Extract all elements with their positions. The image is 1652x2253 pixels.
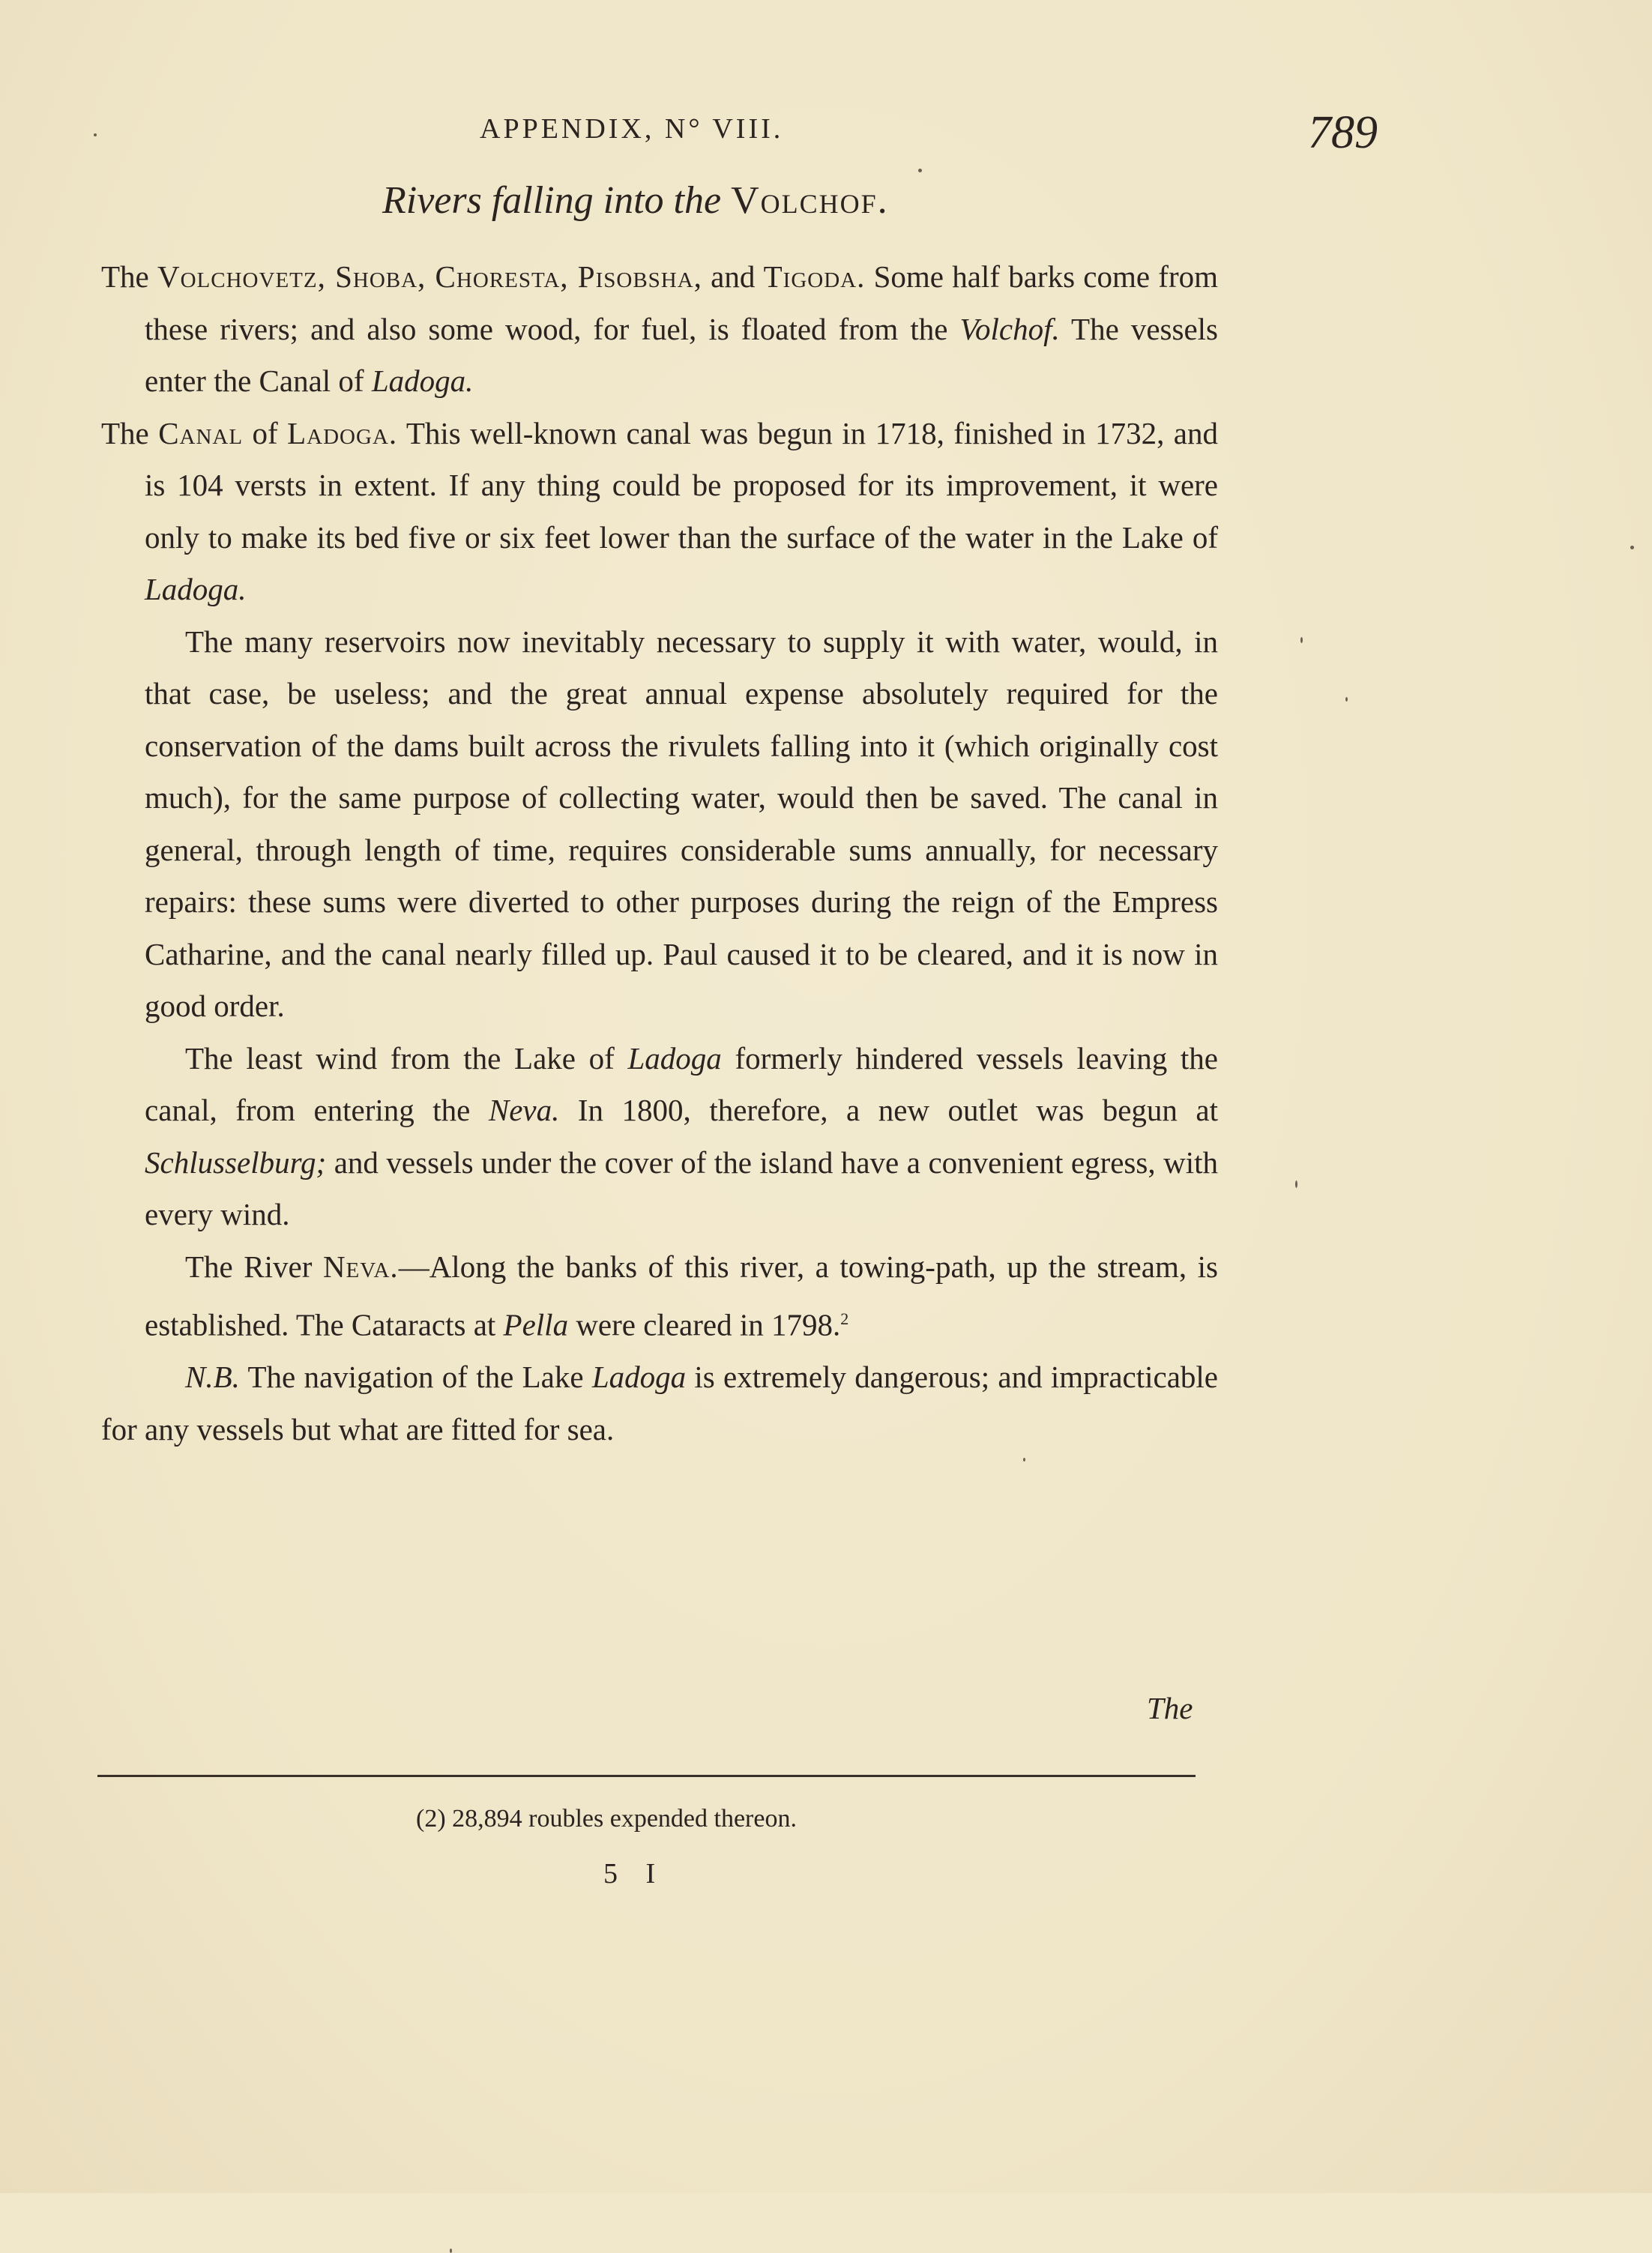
paper-speck bbox=[1295, 1180, 1297, 1188]
section-title bbox=[382, 178, 889, 223]
text-run: In 1800, therefore, a new outlet was begun at bbox=[559, 1093, 1218, 1127]
text-run: The bbox=[101, 259, 157, 294]
river-name-tigoda: Tigoda. bbox=[763, 259, 866, 294]
paragraph-reservoirs bbox=[101, 616, 1218, 1033]
place-schlusselburg: Schlusselburg; bbox=[145, 1144, 327, 1180]
footnote-rule bbox=[97, 1775, 1196, 1777]
river-names: Volchovetz, Shoba, Choresta, Pisobsha, bbox=[157, 259, 702, 294]
page-number: 789 bbox=[1308, 107, 1378, 158]
text-run: is extremely dangerous; and impracticable for any vessels but what are fitted for sea. bbox=[101, 1360, 1218, 1447]
paragraph-canal bbox=[101, 408, 1218, 616]
paragraph-outlet bbox=[101, 1033, 1218, 1241]
text-run: The navigation of the Lake bbox=[239, 1360, 592, 1395]
paper-speck bbox=[450, 2249, 452, 2253]
text-run: and vessels under the cover of the island have a convenient egress, with every wind. bbox=[145, 1144, 1218, 1231]
paragraph-tributaries bbox=[101, 251, 1218, 408]
text-run: The many reservoirs now inevitably necessary to supply it with water, would, in that case, be useless; and the great annual expense absolutely required for the conservation of the dams built across the rivulets falling into it (which originally cost much), for the same purpose of collecting water, would then be saved. The canal in general, through length of time, requires considerable sums annually, for necessary repairs: these sums were diverted to other purposes during the reign of the Empress Catharine, and the canal nearly filled up. Paul caused it to be cleared, and it is now in good order. bbox=[145, 624, 1218, 1023]
section-title-river: Volchof. bbox=[731, 179, 889, 222]
place-volchof: Volchof. bbox=[959, 311, 1060, 346]
text-run: formerly hindered vessels leaving the canal, from entering the bbox=[145, 1040, 1218, 1127]
paper-speck bbox=[918, 169, 922, 172]
signature-mark: 5 I bbox=[603, 1858, 666, 1889]
footnote-ref: 2 bbox=[840, 1309, 849, 1328]
text-run: Some half barks come from these rivers; and also some wood, for fuel, is floated from the bbox=[145, 259, 1218, 346]
text-run: This well-known canal was begun in 1718, finished in 1732, and is 104 versts in extent. If any thing could be proposed for its improvement, it were only to make its bed five or six feet lower than the surface of the water in the Lake of bbox=[145, 415, 1219, 555]
place-neva-caps: Neva. bbox=[322, 1249, 399, 1284]
footnote: (2) 28,894 roubles expended thereon. bbox=[416, 1805, 797, 1833]
place-ladoga: Ladoga bbox=[627, 1040, 722, 1076]
text-run: The least wind from the Lake of bbox=[185, 1040, 628, 1076]
text-run: and bbox=[702, 259, 764, 294]
place-pella: Pella bbox=[503, 1307, 569, 1342]
paragraph-neva bbox=[101, 1241, 1218, 1352]
paper-speck bbox=[1630, 546, 1634, 549]
nota-bene: N.B. bbox=[185, 1360, 240, 1395]
paragraph-nota-bene bbox=[101, 1351, 1218, 1456]
text-run: The River bbox=[185, 1249, 323, 1284]
place-ladoga: Ladoga. bbox=[145, 572, 247, 606]
place-ladoga-caps: Ladoga. bbox=[287, 415, 398, 450]
paper-speck bbox=[1023, 1458, 1025, 1462]
place-ladoga: Ladoga. bbox=[371, 364, 474, 398]
text-run: were cleared in 1798. bbox=[568, 1307, 841, 1342]
section-title-italic: Rivers falling into the bbox=[382, 179, 732, 222]
place-neva: Neva. bbox=[488, 1093, 560, 1127]
paper-speck bbox=[94, 133, 97, 136]
catchword: The bbox=[1147, 1691, 1193, 1725]
text-run: —Along the banks of this river, a towing-path, up the stream, is established. The Cataracts at bbox=[145, 1249, 1218, 1342]
text-run: The vessels enter the Canal of bbox=[145, 311, 1218, 398]
text-run: The bbox=[101, 415, 159, 450]
running-title: APPENDIX, N° VIII. bbox=[480, 113, 784, 145]
paper-speck bbox=[1345, 697, 1348, 702]
canal-word: Canal bbox=[158, 415, 244, 450]
body-text bbox=[101, 251, 1218, 1456]
text-run: of bbox=[243, 415, 288, 450]
place-ladoga: Ladoga bbox=[591, 1360, 687, 1395]
paper-speck bbox=[1300, 637, 1303, 643]
